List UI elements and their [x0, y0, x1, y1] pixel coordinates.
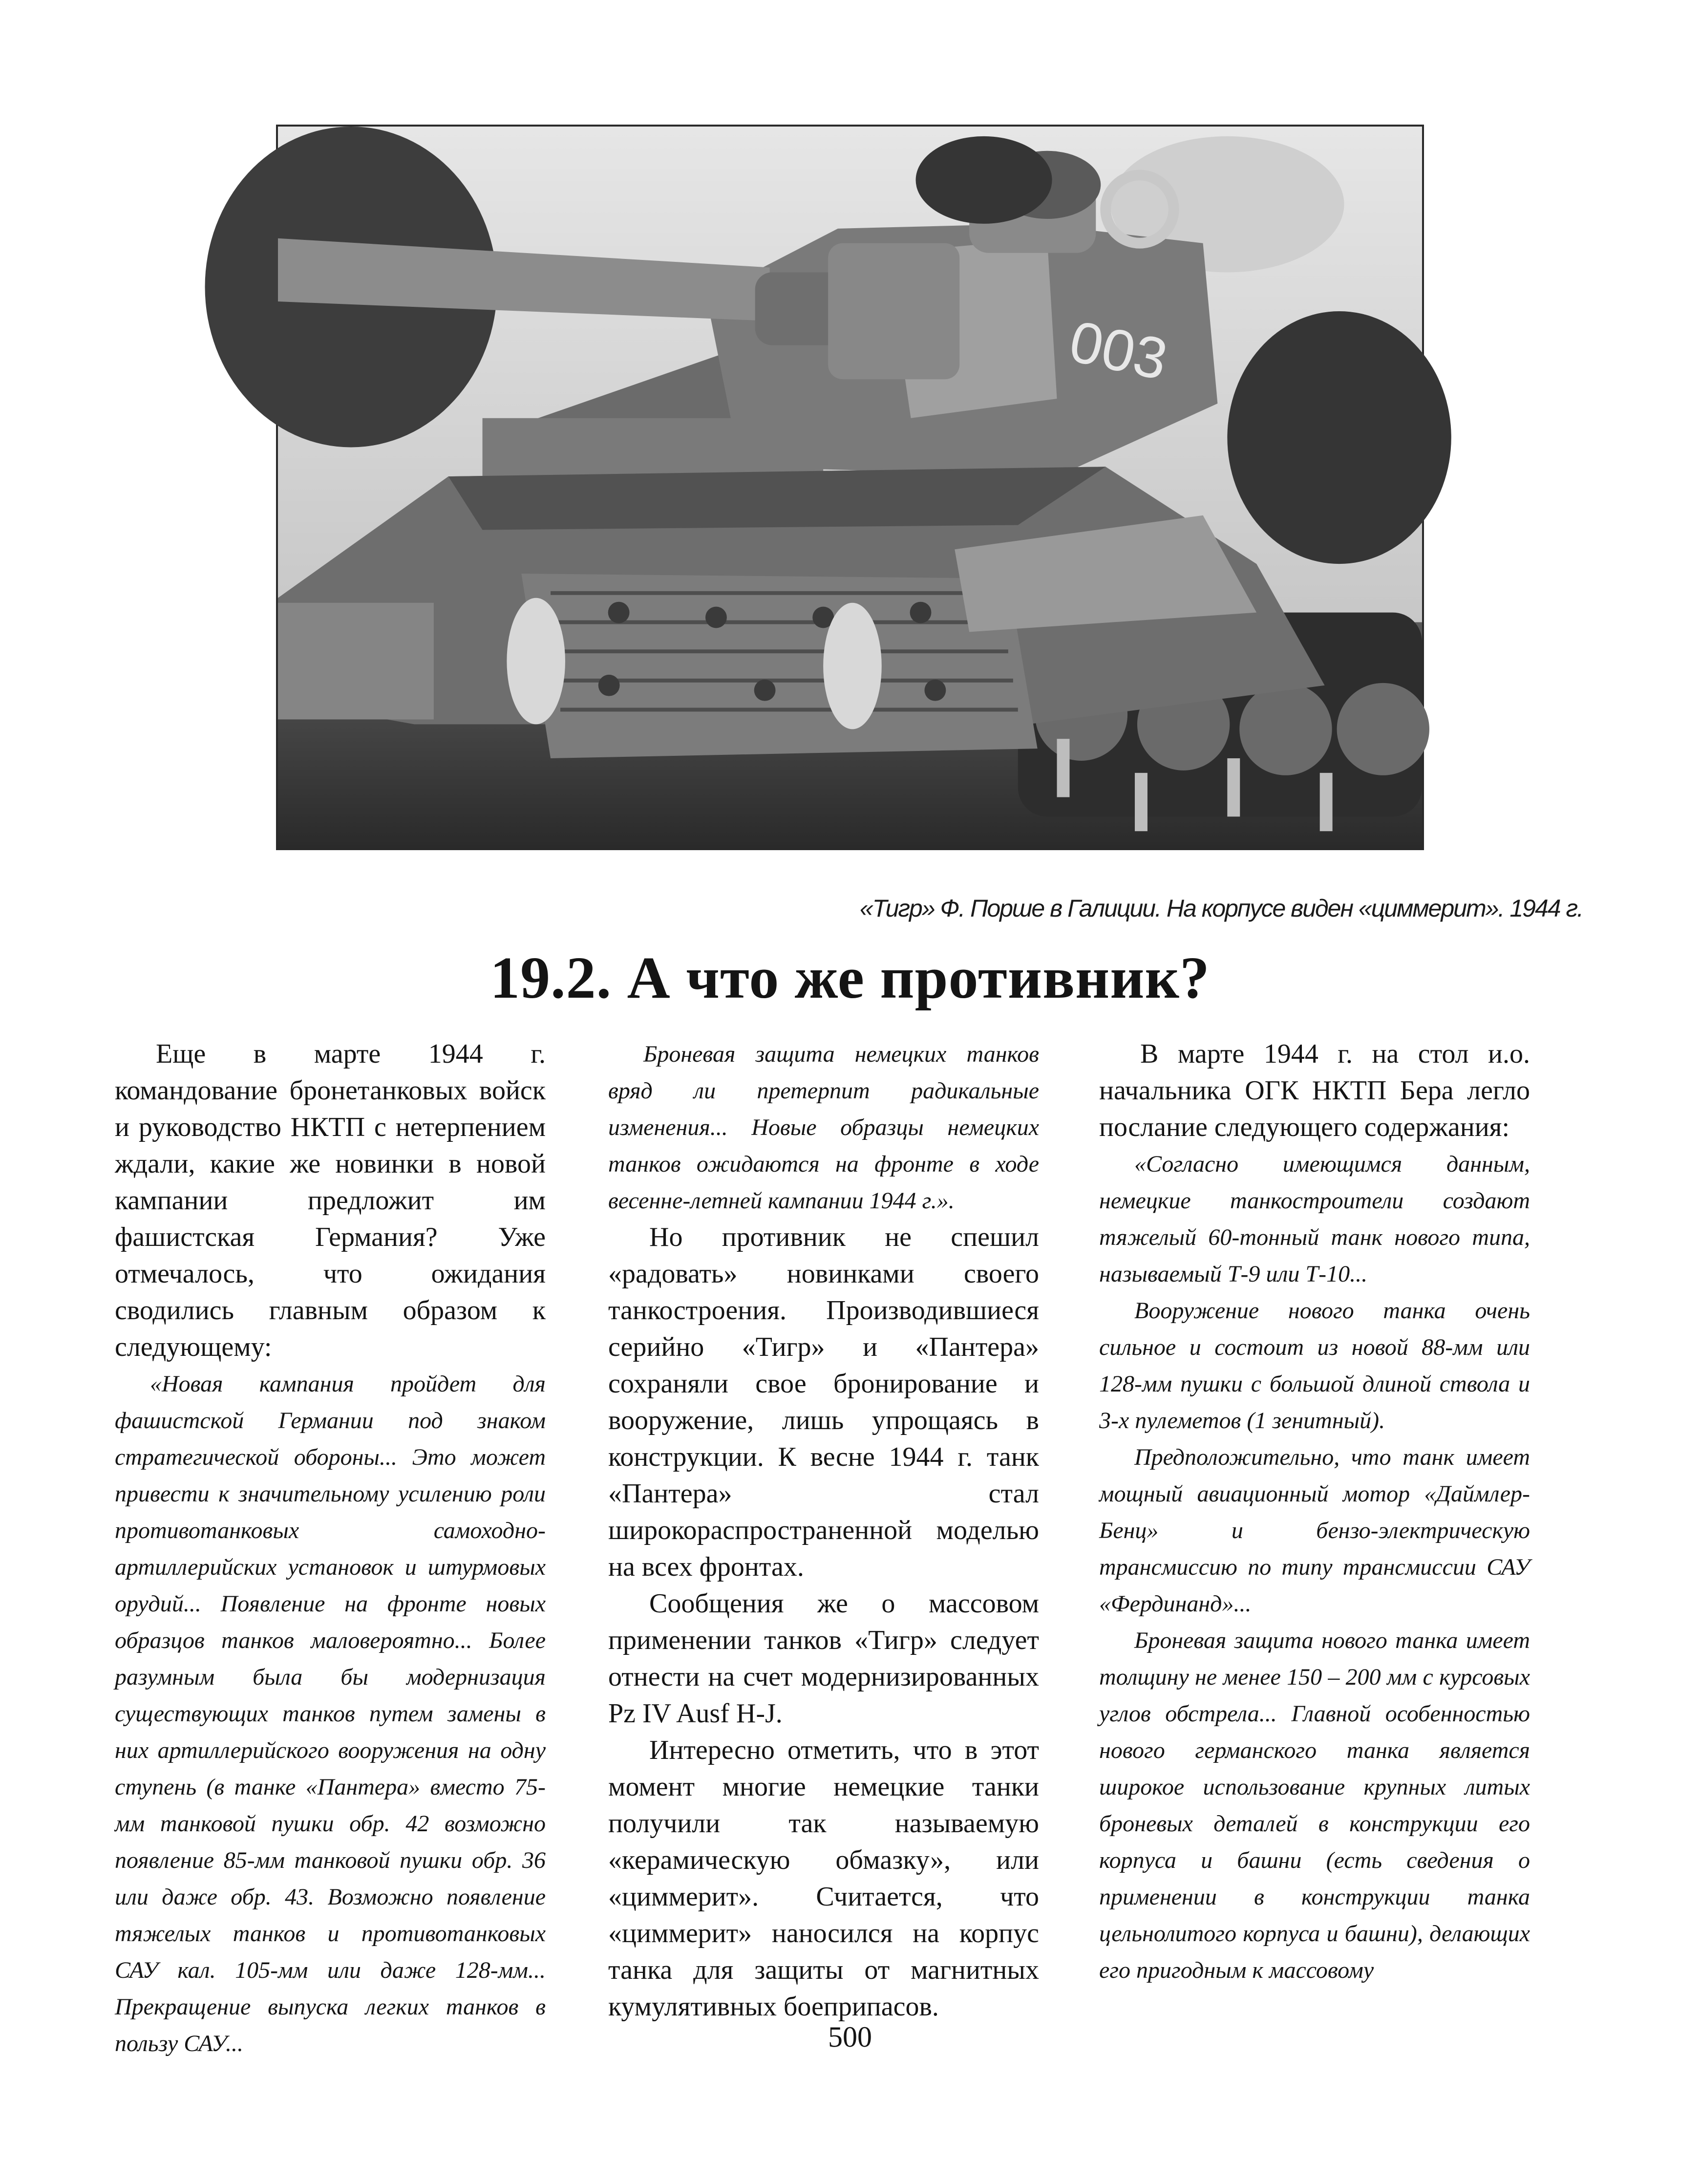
photo-caption: «Тигр» Ф. Порше в Галиции. На корпусе виден «циммерит». 1944 г. — [859, 895, 1583, 922]
paragraph: Но противник не спешил «радовать» новинками своего танкостроения. Производившиеся серийно «Тигр» и «Пантера» сохраняли свое бронирование и вооружение, лишь упрощаясь в конструкции. К весне 1944 г. танк «Пантера» стал широкораспространенной моделью на всех фронтах. — [608, 1222, 1039, 1582]
tank-photo — [276, 125, 1424, 850]
text-column-3 — [1099, 1036, 1530, 2008]
paragraph: Интересно отметить, что в этот момент многие немецкие танки получили так называемую «керамическую обмазку», или «циммерит». Считается, что «циммерит» наносился на корпус танка для защиты от магнитных кумулятивных боеприпасов. — [608, 1735, 1039, 2022]
quote-paragraph: «Согласно имеющимся данным, немецкие танкостроители создают тяжелый 60-тонный танк нового типа, называемый Т-9 или Т-10... — [1099, 1151, 1530, 1287]
quote-paragraph: «Новая кампания пройдет для фашистской Германии под знаком стратегической обороны... Это может привести к значительному усилению роли противотанковых самоходно-артиллерийских установок и штурмовых орудий... Появление на фронте новых образцов танков маловероятно... Более разумным была бы модернизация существующих танков путем замены в них артиллерийского вооружения на одну ступень (в танке «Пантера» вместо 75-мм танковой пушки обр. 42 возможно появление 85-мм танковой пушки обр. 36 или даже обр. 43. Возможно появление тяжелых танков и противотанковых САУ кал. 105-мм или даже 128-мм... Прекращение выпуска легких танков в пользу САУ... — [115, 1371, 546, 2056]
text-column-2 — [608, 1036, 1039, 2022]
paragraph: Еще в марте 1944 г. командование бронетанковых войск и руководство НКТП с нетерпением ждали, какие же новинки в новой кампании предложит им фашистская Германия? Уже отмечалось, что ожидания сводились главным образом к следующему: — [115, 1039, 546, 1362]
paragraph: В марте 1944 г. на стол и.о. начальника ОГК НКТП Бера легло послание следующего содержания: — [1099, 1039, 1530, 1142]
quote-paragraph: Броневая защита немецких танков вряд ли претерпит радикальные изменения... Новые образцы немецких танков ожидаются на фронте в ходе весенне-летней кампании 1944 г.». — [608, 1041, 1039, 1214]
tank-photo-illustration — [278, 127, 1422, 848]
page-number: 500 — [828, 2021, 872, 2053]
quote-paragraph: Вооружение нового танка очень сильное и состоит из новой 88-мм или 128-мм пушки с большой длиной ствола и 3-х пулеметов (1 зенитный). — [1099, 1298, 1530, 1434]
paragraph: Сообщения же о массовом применении танков «Тигр» следует отнести на счет модернизированных Pz IV Ausf H-J. — [608, 1588, 1039, 1729]
quote-paragraph: Предположительно, что танк имеет мощный авиационный мотор «Даймлер-Бенц» и бензо-электрическую трансмиссию по типу трансмиссии САУ «Фердинанд»... — [1099, 1444, 1530, 1617]
turret-number: 003 — [1064, 308, 1173, 393]
section-heading: 19.2. А что же противник? — [490, 945, 1210, 1011]
text-column-1 — [115, 1036, 546, 2056]
quote-paragraph: Броневая защита нового танка имеет толщину не менее 150 – 200 мм с курсовых углов обстрела... Главной особенностью нового германского танка является широкое использование крупных литых броневых деталей в конструкции его корпуса и башни (есть сведения о применении в конструкции танка цельнолитого корпуса и башни), делающих его пригодным к массовому — [1099, 1627, 1530, 1983]
